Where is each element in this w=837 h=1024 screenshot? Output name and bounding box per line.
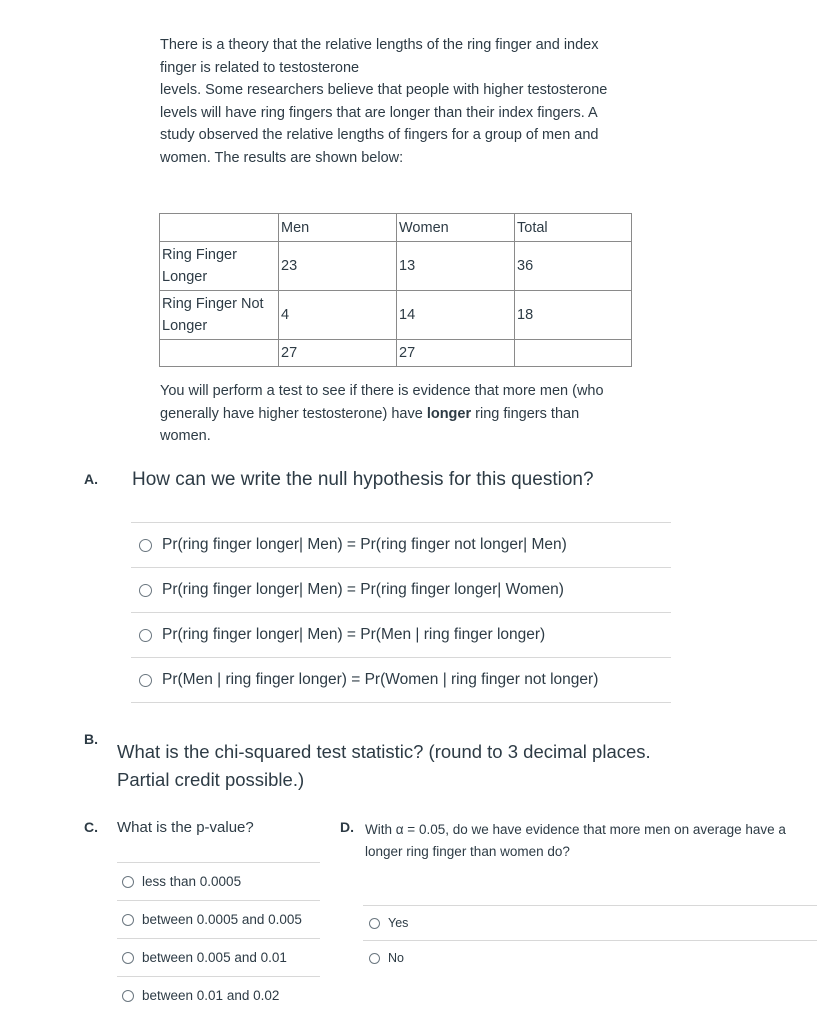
table-header-women: Women (397, 214, 515, 242)
cell-men: 4 (281, 307, 290, 323)
followup-text-before: You will perform a test to see if there is evidence that more men (who generally have higher testosterone) have (160, 383, 604, 422)
question-a-letter: A. (84, 471, 98, 487)
option-label: between 0.01 and 0.02 (142, 988, 280, 1003)
cell-total: 36 (517, 258, 534, 274)
answer-option[interactable] (131, 568, 671, 613)
radio-button[interactable] (122, 990, 134, 1002)
table-row (160, 291, 632, 340)
radio-button[interactable] (139, 539, 152, 552)
question-b-letter: B. (84, 731, 98, 747)
cell-men-total: 27 (279, 340, 397, 367)
option-label: Pr(ring finger longer| Men) = Pr(ring finger longer| Women) (162, 581, 564, 598)
radio-button[interactable] (369, 953, 380, 964)
table-row (160, 242, 632, 291)
answer-option[interactable] (117, 863, 320, 901)
question-b-text: What is the chi-squared test statistic? (round to 3 decimal places. Partial credit possible.) (117, 741, 651, 790)
radio-button[interactable] (122, 876, 134, 888)
table-header-total: Total (515, 214, 632, 242)
cell-women-total: 27 (397, 340, 515, 367)
answer-option[interactable] (363, 941, 817, 975)
option-label: less than 0.0005 (142, 874, 242, 889)
answer-option[interactable] (363, 906, 817, 941)
question-c-letter: C. (84, 819, 98, 835)
question-d-text: With α = 0.05, do we have evidence that more men on average have a longer ring finger than women do? (365, 822, 786, 859)
question-d-letter: D. (340, 819, 354, 835)
question-a-options (131, 522, 671, 703)
answer-option[interactable] (131, 658, 671, 703)
table-header-men: Men (279, 214, 397, 242)
option-label: Pr(ring finger longer| Men) = Pr(ring finger not longer| Men) (162, 536, 567, 553)
cell-grand-total (515, 340, 632, 367)
radio-button[interactable] (369, 918, 380, 929)
row-label: Ring Finger Longer (160, 242, 279, 291)
radio-button[interactable] (139, 629, 152, 642)
answer-option[interactable] (117, 939, 320, 977)
radio-button[interactable] (139, 674, 152, 687)
radio-button[interactable] (122, 914, 134, 926)
answer-option[interactable] (131, 613, 671, 658)
option-label: between 0.0005 and 0.005 (142, 912, 302, 927)
option-label: Yes (388, 916, 409, 930)
option-label: between 0.005 and 0.01 (142, 950, 287, 965)
intro-line-1: There is a theory that the relative lengths of the ring finger and index finger is related to testosterone (160, 37, 599, 76)
radio-button[interactable] (122, 952, 134, 964)
cell-women: 13 (399, 258, 416, 274)
answer-option[interactable] (117, 901, 320, 939)
question-c-text: What is the p-value? (117, 819, 254, 836)
radio-button[interactable] (139, 584, 152, 597)
table-totals-row (160, 340, 632, 367)
cell-men: 23 (281, 258, 298, 274)
table-header-row (160, 214, 632, 242)
intro-line-2: levels. Some researchers believe that people with higher testosterone levels will have ring fingers that are longer than their index fingers. A study observed the relative lengths of fingers for a group of men and women. The results are shown below: (160, 82, 608, 166)
followup-paragraph (160, 380, 630, 448)
row-label: Ring Finger Not Longer (160, 291, 279, 340)
row-label (160, 340, 279, 367)
answer-option[interactable] (131, 523, 671, 568)
question-a-text: How can we write the null hypothesis for this question? (132, 469, 594, 490)
followup-bold: longer (426, 405, 472, 422)
table-header-cell (160, 214, 279, 242)
question-c-options (117, 862, 320, 1014)
answer-option[interactable] (117, 977, 320, 1014)
cell-total: 18 (517, 307, 534, 323)
cell-women: 14 (399, 307, 416, 323)
option-label: No (388, 951, 404, 965)
intro-paragraph (160, 34, 630, 169)
option-label: Pr(Men | ring finger longer) = Pr(Women | ring finger not longer) (162, 671, 599, 688)
option-label: Pr(ring finger longer| Men) = Pr(Men | ring finger longer) (162, 626, 546, 643)
question-d-options (363, 905, 817, 975)
contingency-table (159, 213, 632, 367)
followup-text-after: ring fingers than women. (160, 405, 580, 444)
